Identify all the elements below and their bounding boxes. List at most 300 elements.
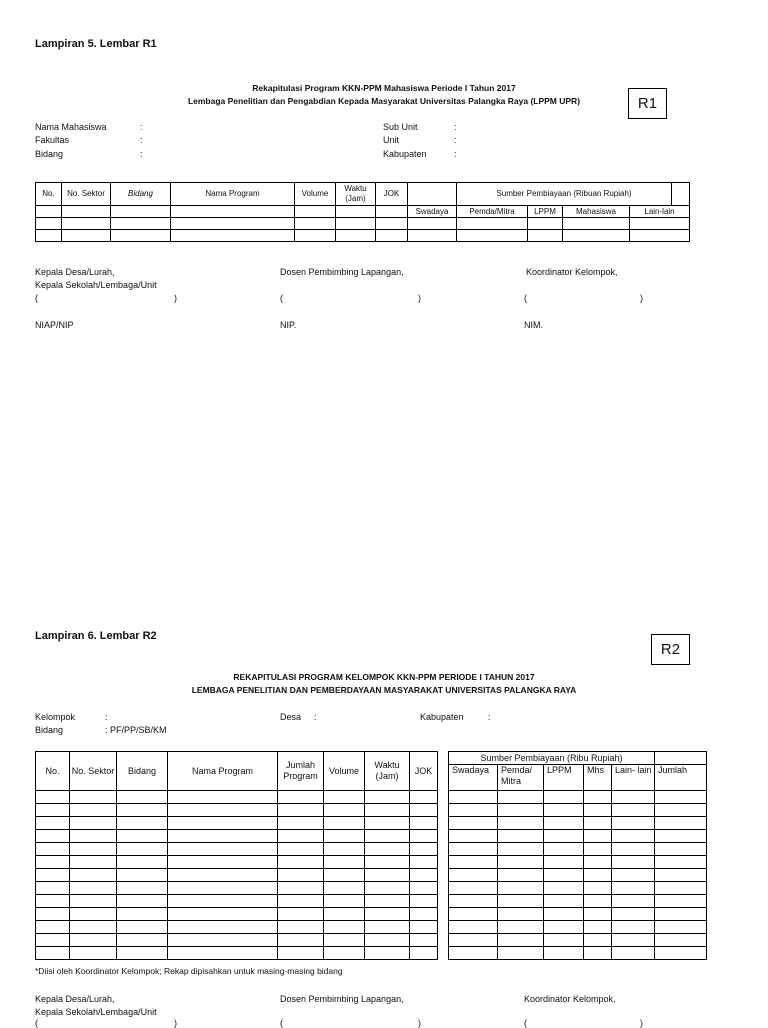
field-fakultas: Fakultas — [35, 135, 70, 145]
cell — [278, 934, 324, 947]
sign-dosen: Dosen Pembimbing Lapangan, — [280, 267, 404, 277]
cell — [410, 856, 438, 869]
cell — [168, 882, 278, 895]
cell — [70, 830, 117, 843]
header-no: No. — [36, 183, 62, 206]
cell — [365, 895, 410, 908]
footnote: *Diisi oleh Koordinator Kelompok; Rekap dipisahkan untuk masing-masing bidang — [35, 966, 343, 976]
cell — [365, 791, 410, 804]
cell — [449, 856, 498, 869]
paren-open: ( — [280, 293, 283, 303]
cell — [171, 206, 295, 218]
cell — [498, 856, 544, 869]
cell — [365, 947, 410, 960]
r1-box: R1 — [628, 88, 667, 119]
r2-box: R2 — [651, 634, 690, 665]
cell — [612, 947, 655, 960]
r1-table — [35, 182, 690, 242]
cell — [449, 817, 498, 830]
header-bidang: Bidang — [111, 183, 171, 206]
cell — [544, 817, 584, 830]
cell — [117, 934, 168, 947]
paren-close: ) — [174, 293, 177, 303]
cell — [612, 830, 655, 843]
cell — [70, 882, 117, 895]
header-empty — [672, 183, 690, 206]
cell — [36, 817, 70, 830]
cell — [168, 843, 278, 856]
cell — [655, 791, 707, 804]
paren-open: ( — [280, 1018, 283, 1028]
colon: : — [314, 712, 317, 722]
table-row — [36, 947, 438, 960]
cell — [584, 856, 612, 869]
r2-table-left — [35, 751, 438, 960]
cell — [117, 947, 168, 960]
cell — [278, 882, 324, 895]
cell — [655, 934, 707, 947]
cell — [612, 934, 655, 947]
cell — [655, 804, 707, 817]
header-funding-title: Sumber Pembiayaan (Ribuan Rupiah) — [457, 183, 672, 206]
cell — [544, 934, 584, 947]
cell — [70, 947, 117, 960]
header-empty — [408, 183, 457, 206]
cell — [449, 895, 498, 908]
cell — [365, 804, 410, 817]
table-row — [36, 804, 438, 817]
paren-open: ( — [524, 1018, 527, 1028]
header-empty — [655, 752, 707, 765]
header-pemda-mitra: Pemda/Mitra — [457, 206, 528, 218]
cell — [544, 804, 584, 817]
paren-close: ) — [640, 293, 643, 303]
cell — [449, 869, 498, 882]
cell — [336, 206, 376, 218]
cell — [117, 869, 168, 882]
cell — [612, 882, 655, 895]
colon: : — [105, 712, 108, 722]
cell — [655, 830, 707, 843]
cell — [295, 206, 336, 218]
table-row — [449, 791, 707, 804]
table-row — [36, 934, 438, 947]
header-swadaya: Swadaya — [449, 765, 498, 791]
cell — [584, 817, 612, 830]
cell — [324, 791, 365, 804]
cell — [278, 804, 324, 817]
cell — [365, 856, 410, 869]
cell — [584, 947, 612, 960]
cell — [655, 817, 707, 830]
cell — [36, 895, 70, 908]
cell — [168, 947, 278, 960]
cell — [36, 206, 62, 218]
table-row — [36, 791, 438, 804]
field-sub-unit: Sub Unit — [383, 122, 418, 132]
header-waktu: Waktu (Jam) — [336, 183, 376, 206]
cell — [168, 934, 278, 947]
colon: : — [454, 149, 457, 159]
cell — [544, 830, 584, 843]
cell — [544, 921, 584, 934]
cell — [544, 791, 584, 804]
r2-title-line2: LEMBAGA PENELITIAN DAN PEMBERDAYAAN MASYARAKAT UNIVERSITAS PALANGKA RAYA — [191, 685, 577, 695]
cell — [655, 843, 707, 856]
table-row — [449, 934, 707, 947]
cell — [324, 895, 365, 908]
r1-heading: Lampiran 5. Lembar R1 — [35, 38, 157, 50]
cell — [584, 869, 612, 882]
table-row — [449, 804, 707, 817]
cell — [70, 817, 117, 830]
cell — [365, 908, 410, 921]
cell — [117, 804, 168, 817]
table-row — [36, 817, 438, 830]
field-kabupaten: Kabupaten — [383, 149, 427, 159]
colon: : — [454, 122, 457, 132]
table-row — [36, 895, 438, 908]
paren-open: ( — [524, 293, 527, 303]
colon: : — [488, 712, 491, 722]
sign-koordinator: Koordinator Kelompok, — [524, 994, 616, 1004]
cell — [612, 908, 655, 921]
cell — [70, 804, 117, 817]
cell — [544, 947, 584, 960]
table-row — [36, 843, 438, 856]
table-row — [36, 830, 438, 843]
cell — [584, 830, 612, 843]
cell — [498, 921, 544, 934]
cell — [168, 830, 278, 843]
field-unit: Unit — [383, 135, 400, 145]
cell — [365, 830, 410, 843]
table-row — [449, 830, 707, 843]
cell — [278, 843, 324, 856]
cell — [498, 869, 544, 882]
cell — [365, 817, 410, 830]
cell — [584, 843, 612, 856]
table-row — [449, 908, 707, 921]
colon: : — [140, 135, 143, 145]
table-row — [449, 869, 707, 882]
field-kelompok: Kelompok — [35, 712, 76, 722]
cell — [62, 206, 111, 218]
cell — [36, 791, 70, 804]
header-bidang: Bidang — [117, 752, 168, 791]
cell — [278, 908, 324, 921]
table-row — [449, 817, 707, 830]
cell — [498, 908, 544, 921]
header-pemda-mitra: Pemda/ Mitra — [498, 765, 544, 791]
cell — [168, 869, 278, 882]
cell — [324, 908, 365, 921]
cell — [278, 869, 324, 882]
cell — [168, 895, 278, 908]
paren-close: ) — [640, 1018, 643, 1028]
cell — [36, 843, 70, 856]
table-row — [36, 856, 438, 869]
cell — [544, 843, 584, 856]
cell — [278, 830, 324, 843]
r2-heading: Lampiran 6. Lembar R2 — [35, 630, 157, 642]
cell — [612, 817, 655, 830]
colon: : — [140, 122, 143, 132]
cell — [324, 817, 365, 830]
cell — [655, 856, 707, 869]
cell — [498, 934, 544, 947]
cell — [410, 817, 438, 830]
cell — [70, 843, 117, 856]
cell — [36, 804, 70, 817]
cell — [70, 934, 117, 947]
cell — [410, 804, 438, 817]
cell — [324, 856, 365, 869]
header-no-sektor: No. Sektor — [62, 183, 111, 206]
cell — [117, 908, 168, 921]
cell — [410, 947, 438, 960]
cell — [584, 921, 612, 934]
cell — [498, 791, 544, 804]
paren-open: ( — [35, 293, 38, 303]
cell — [36, 830, 70, 843]
cell — [410, 934, 438, 947]
cell — [278, 895, 324, 908]
cell — [410, 791, 438, 804]
cell — [365, 934, 410, 947]
header-no-sektor: No. Sektor — [70, 752, 117, 791]
paren-close: ) — [418, 293, 421, 303]
cell — [584, 895, 612, 908]
cell — [324, 843, 365, 856]
cell — [36, 856, 70, 869]
cell — [449, 791, 498, 804]
cell — [168, 921, 278, 934]
cell — [168, 791, 278, 804]
cell — [278, 856, 324, 869]
cell — [612, 843, 655, 856]
cell — [117, 791, 168, 804]
cell — [365, 882, 410, 895]
cell — [36, 921, 70, 934]
table-row — [36, 921, 438, 934]
cell — [544, 856, 584, 869]
cell — [70, 921, 117, 934]
cell — [168, 856, 278, 869]
header-volume: Volume — [295, 183, 336, 206]
cell — [117, 843, 168, 856]
cell — [324, 934, 365, 947]
cell — [584, 882, 612, 895]
cell — [449, 921, 498, 934]
cell — [498, 882, 544, 895]
cell — [410, 921, 438, 934]
field-bidang-value: : PF/PP/SB/KM — [105, 725, 167, 735]
sign-nip: NIP. — [280, 320, 297, 330]
table-row — [449, 856, 707, 869]
cell — [36, 908, 70, 921]
cell — [117, 830, 168, 843]
cell — [410, 895, 438, 908]
header-mahasiswa: Mahasiswa — [563, 206, 630, 218]
cell — [544, 895, 584, 908]
cell — [498, 830, 544, 843]
cell — [449, 882, 498, 895]
cell — [449, 843, 498, 856]
table-row — [449, 921, 707, 934]
r1-title-line2: Lembaga Penelitian dan Pengabdian Kepada Masyarakat Universitas Palangka Raya (LPPM UPR) — [187, 96, 581, 106]
cell — [410, 843, 438, 856]
table-row — [449, 843, 707, 856]
cell — [498, 895, 544, 908]
cell — [449, 934, 498, 947]
cell — [544, 882, 584, 895]
cell — [410, 882, 438, 895]
cell — [498, 817, 544, 830]
table-row — [449, 895, 707, 908]
sign-dosen: Dosen Pembimbing Lapangan, — [280, 994, 404, 1004]
paren-close: ) — [418, 1018, 421, 1028]
sign-koordinator: Koordinator Kelompok, — [526, 267, 618, 277]
cell — [324, 947, 365, 960]
header-lppm: LPPM — [528, 206, 563, 218]
cell — [544, 908, 584, 921]
cell — [410, 830, 438, 843]
table-row — [449, 882, 707, 895]
field-desa: Desa — [280, 712, 302, 722]
cell — [498, 804, 544, 817]
cell — [449, 830, 498, 843]
cell — [612, 921, 655, 934]
cell — [584, 934, 612, 947]
header-nama-program: Nama Program — [171, 183, 295, 206]
table-row — [449, 947, 707, 960]
table-row — [36, 218, 690, 230]
cell — [324, 882, 365, 895]
field-nama-mahasiswa: Nama Mahasiswa — [35, 122, 107, 132]
cell — [365, 921, 410, 934]
table-row — [36, 882, 438, 895]
cell — [168, 804, 278, 817]
cell — [278, 791, 324, 804]
cell — [584, 791, 612, 804]
cell — [612, 869, 655, 882]
header-volume: Volume — [324, 752, 365, 791]
cell — [324, 869, 365, 882]
cell — [36, 947, 70, 960]
sign-kepala-sekolah: Kepala Sekolah/Lembaga/Unit — [35, 1007, 157, 1017]
sign-kepala-desa: Kepala Desa/Lurah, — [35, 994, 115, 1004]
paren-open: ( — [35, 1018, 38, 1028]
cell — [655, 869, 707, 882]
cell — [117, 882, 168, 895]
table-row — [36, 230, 690, 242]
cell — [584, 908, 612, 921]
cell — [449, 947, 498, 960]
cell — [498, 947, 544, 960]
cell — [655, 947, 707, 960]
cell — [655, 882, 707, 895]
cell — [365, 843, 410, 856]
header-nama-program: Nama Program — [168, 752, 278, 791]
cell — [117, 895, 168, 908]
cell — [36, 882, 70, 895]
field-bidang: Bidang — [35, 725, 64, 735]
header-swadaya: Swadaya — [408, 206, 457, 218]
table-row — [36, 908, 438, 921]
cell — [70, 908, 117, 921]
header-lppm: LPPM — [544, 765, 584, 791]
cell — [324, 804, 365, 817]
cell — [612, 804, 655, 817]
field-bidang: Bidang — [35, 149, 64, 159]
cell — [544, 869, 584, 882]
cell — [612, 895, 655, 908]
header-jok: JOK — [410, 752, 438, 791]
header-no: No. — [36, 752, 70, 791]
header-jumlah-program: Jumlah Program — [278, 752, 324, 791]
header-jok: JOK — [376, 183, 408, 206]
header-funding-title: Sumber Pembiayaan (Ribu Rupiah) — [449, 752, 655, 765]
cell — [70, 895, 117, 908]
paren-close: ) — [174, 1018, 177, 1028]
cell — [655, 908, 707, 921]
header-lain-lain: Lain- lain — [612, 765, 655, 791]
cell — [117, 817, 168, 830]
cell — [117, 856, 168, 869]
cell — [612, 856, 655, 869]
field-kabupaten: Kabupaten — [420, 712, 464, 722]
cell — [365, 869, 410, 882]
cell — [117, 921, 168, 934]
cell — [584, 804, 612, 817]
header-waktu: Waktu (Jam) — [365, 752, 410, 791]
colon: : — [140, 149, 143, 159]
cell — [278, 817, 324, 830]
cell — [36, 934, 70, 947]
table-row — [36, 869, 438, 882]
cell — [498, 843, 544, 856]
header-lain-lain: Lain-lain — [630, 206, 690, 218]
colon: : — [454, 135, 457, 145]
cell — [168, 908, 278, 921]
cell — [410, 869, 438, 882]
sign-kepala-sekolah: Kepala Sekolah/Lembaga/Unit — [35, 280, 157, 290]
sign-nim: NIM. — [524, 320, 543, 330]
cell — [111, 206, 171, 218]
r2-table-right — [448, 751, 707, 960]
cell — [278, 947, 324, 960]
cell — [168, 817, 278, 830]
sign-kepala-desa: Kepala Desa/Lurah, — [35, 267, 115, 277]
cell — [70, 856, 117, 869]
cell — [278, 921, 324, 934]
cell — [324, 921, 365, 934]
header-jumlah: Jumlah — [655, 765, 707, 791]
cell — [70, 791, 117, 804]
cell — [324, 830, 365, 843]
cell — [410, 908, 438, 921]
cell — [655, 895, 707, 908]
cell — [70, 869, 117, 882]
sign-niap-nip: NIAP/NIP — [35, 320, 74, 330]
cell — [449, 908, 498, 921]
cell — [376, 206, 408, 218]
cell — [612, 791, 655, 804]
header-mhs: Mhs — [584, 765, 612, 791]
cell — [655, 921, 707, 934]
r2-title-line1: REKAPITULASI PROGRAM KELOMPOK KKN-PPM PERIODE I TAHUN 2017 — [233, 672, 535, 682]
